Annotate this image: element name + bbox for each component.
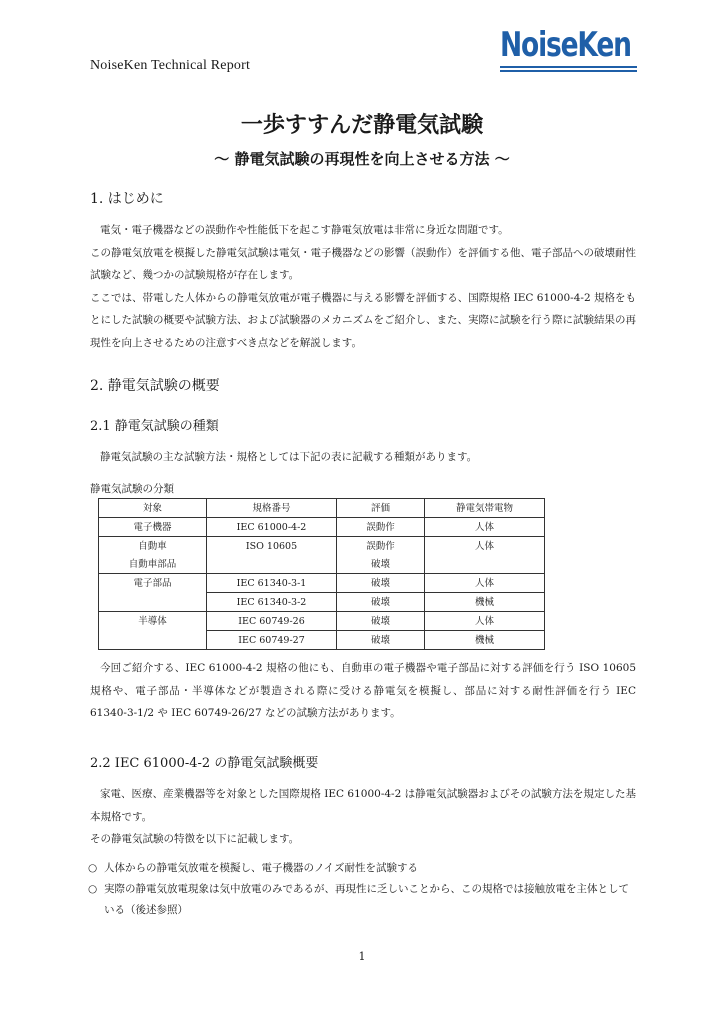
table-cell: 破壊 <box>337 555 425 574</box>
table-row <box>99 518 545 537</box>
table-cell: 自動車 <box>99 537 207 556</box>
table-cell: 誤動作 <box>337 537 425 556</box>
table-cell: IEC 61340-3-2 <box>207 593 337 612</box>
table-cell: 破壊 <box>337 631 425 650</box>
list-item-text: 実際の静電気放電現象は気中放電のみであるが、再現性に乏しいことから、この規格では接触放電を主体としている（後述参照） <box>104 883 629 916</box>
table-cell <box>425 555 545 574</box>
table-header-cell: 評価 <box>337 499 425 518</box>
section-1-paragraph: 電気・電子機器などの誤動作や性能低下を起こす静電気放電は非常に身近な問題です。 <box>100 224 509 236</box>
section-1-paragraph: ここでは、帯電した人体からの静電気放電が電子機器に与える影響を評価する、国際規格 IEC 61000-4-2 規格をもとにした試験の概要や試験方法、および試験器のメカニズムをご紹介し、また、実際に試験を行う際に試験結果の再現性を向上させるための注意すべき点などを解説します。 <box>90 291 636 349</box>
table-cell: 破壊 <box>337 612 425 631</box>
table-caption: 静電気試験の分類 <box>90 483 174 495</box>
table-cell: 機械 <box>425 631 545 650</box>
page-number: 1 <box>358 950 366 963</box>
section-2-2-heading: 2.2 IEC 61000-4-2 の静電気試験概要 <box>90 756 319 771</box>
table-cell: ISO 10605 <box>207 537 337 556</box>
table-cell <box>207 555 337 574</box>
section-2-heading: 2. 静電気試験の概要 <box>90 378 220 394</box>
esd-classification-table <box>98 498 545 650</box>
table-header-cell: 規格番号 <box>207 499 337 518</box>
circle-bullet-icon: ○ <box>88 883 98 895</box>
table-cell: 破壊 <box>337 574 425 593</box>
table-cell: 自動車部品 <box>99 555 207 574</box>
table-row <box>99 537 545 556</box>
section-2-2-paragraph: 家電、医療、産業機器等を対象とした国際規格 IEC 61000-4-2 は静電気試験器およびその試験方法を規定した基本規格です。 <box>90 788 636 823</box>
section-2-2-body <box>90 783 636 851</box>
logo-text: NoiseKen <box>500 25 631 65</box>
section-1-body <box>90 219 636 354</box>
table-row <box>99 574 545 593</box>
table-cell: 電子機器 <box>99 518 207 537</box>
logo-underline <box>500 66 637 68</box>
table-row <box>99 612 545 631</box>
table-cell: IEC 60749-27 <box>207 631 337 650</box>
section-2-1-after <box>90 657 636 725</box>
section-1-heading: 1. はじめに <box>90 191 164 207</box>
report-label: NoiseKen Technical Report <box>90 58 251 73</box>
list-item <box>88 858 638 879</box>
table-cell: IEC 60749-26 <box>207 612 337 631</box>
table-cell: 機械 <box>425 593 545 612</box>
section-2-1-intro-text: 静電気試験の主な試験方法・規格としては下記の表に記載する種類があります。 <box>100 451 478 463</box>
table-cell: 人体 <box>425 537 545 556</box>
table-cell: 半導体 <box>99 612 207 650</box>
logo-underline-2 <box>500 70 637 72</box>
document-title: 一歩すすんだ静電気試験 <box>240 112 484 138</box>
section-1-paragraph: この静電気放電を模擬した静電気試験は電気・電子機器などの影響（誤動作）を評価する他、電子部品への破壊耐性試験など、幾つかの試験規格が存在します。 <box>90 246 636 281</box>
table-header-cell: 静電気帯電物 <box>425 499 545 518</box>
table-cell: 破壊 <box>337 593 425 612</box>
table-cell: 誤動作 <box>337 518 425 537</box>
section-2-1-heading: 2.1 静電気試験の種類 <box>90 419 219 434</box>
table-cell: 人体 <box>425 612 545 631</box>
section-2-1-intro <box>90 446 636 469</box>
table-cell: 電子部品 <box>99 574 207 612</box>
section-2-1-after-text: 今回ご紹介する、IEC 61000-4-2 規格の他にも、自動車の電子機器や電子部品に対する評価を行う ISO 10605 規格や、電子部品・半導体などが製造される際に受ける静電気を模擬し、部品に対する耐性評価を行う IEC 61340-3-1/2 や IEC 60749-26/27 などの試験方法があります。 <box>90 662 636 719</box>
list-item-text: 人体からの静電気放電を模擬し、電子機器のノイズ耐性を試験する <box>104 862 418 874</box>
table-header-row <box>99 499 545 518</box>
section-2-2-paragraph: その静電気試験の特徴を以下に記載します。 <box>90 833 300 845</box>
table-cell: IEC 61000-4-2 <box>207 518 337 537</box>
table-cell: 人体 <box>425 518 545 537</box>
feature-list <box>88 858 638 921</box>
table-row <box>99 555 545 574</box>
table-cell: 人体 <box>425 574 545 593</box>
table-header-cell: 対象 <box>99 499 207 518</box>
circle-bullet-icon: ○ <box>88 862 98 874</box>
list-item <box>88 879 638 921</box>
noiseken-logo <box>500 25 637 72</box>
document-subtitle: ～ 静電気試験の再現性を向上させる方法 ～ <box>214 150 510 168</box>
table-cell: IEC 61340-3-1 <box>207 574 337 593</box>
